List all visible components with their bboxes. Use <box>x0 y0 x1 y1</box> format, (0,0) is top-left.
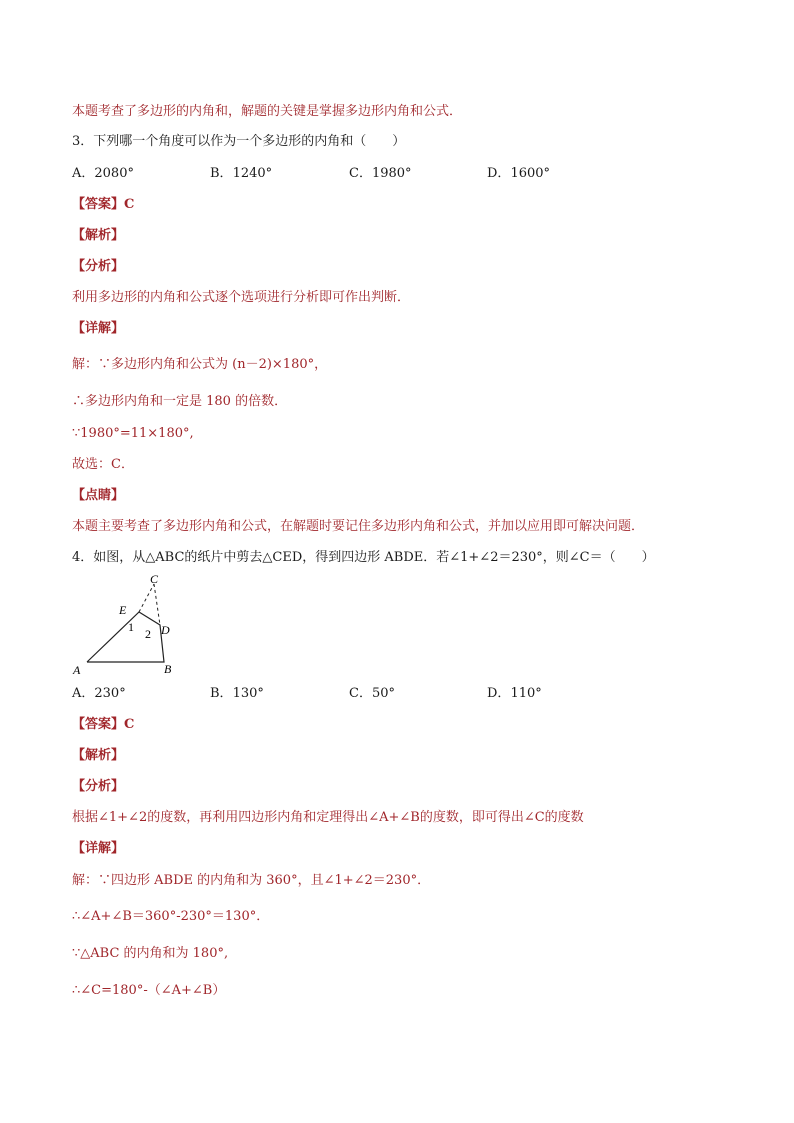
q3-fenxi-tag: 【分析】 <box>72 259 125 274</box>
q3-option-a: A．2080° <box>72 166 134 181</box>
label-angle-1: 1 <box>128 620 134 634</box>
label-angle-2: 2 <box>145 627 151 641</box>
q4-fenxi-text: 根据∠1+∠2的度数，再利用四边形内角和定理得出∠A+∠B的度数，即可得出∠C的度数 <box>72 810 584 825</box>
q3-fenxi-text: 利用多边形的内角和公式逐个选项进行分析即可作出判断． <box>72 290 411 305</box>
q4-option-b: B．130° <box>210 686 264 701</box>
label-e: E <box>119 603 127 617</box>
q4-step-4: ∴∠C=180°-（∠A+∠B） <box>72 983 226 998</box>
q4-xiangjie-tag: 【详解】 <box>72 841 125 856</box>
q3-dianjing-tag: 【点睛】 <box>72 488 125 503</box>
q4-geometry-figure <box>72 570 192 678</box>
triangle-figure <box>72 570 192 678</box>
q4-option-a: A．230° <box>72 686 126 701</box>
dashed-side-ec <box>139 584 154 612</box>
q3-xiangjie-tag: 【详解】 <box>72 321 125 336</box>
q3-answer-tag: 【答案】C <box>72 197 135 212</box>
q3-step-4: 故选：C． <box>72 457 134 472</box>
label-d: D <box>161 623 170 637</box>
q3-option-d: D．1600° <box>487 166 551 181</box>
q3-dianjing-text: 本题主要考查了多边形内角和公式，在解题时要记住多边形内角和公式，并加以应用即可解决问题． <box>72 519 645 534</box>
quadrilateral-abde <box>87 612 164 662</box>
q3-step-3: ∵1980°=11×180°, <box>72 426 194 441</box>
q3-stem: 3．下列哪一个角度可以作为一个多边形的内角和（ ） <box>72 134 406 149</box>
q3-jiexi-tag: 【解析】 <box>72 228 125 243</box>
q4-stem: 4．如图，从△ABC的纸片中剪去△CED，得到四边形 ABDE．若∠1+∠2＝230°，则∠C＝（ ） <box>72 550 655 565</box>
q4-step-1: 解：∵四边形 ABDE 的内角和为 360°，且∠1+∠2＝230°． <box>72 873 431 888</box>
q4-fenxi-tag: 【分析】 <box>72 779 125 794</box>
q2-summary: 本题考查了多边形的内角和，解题的关键是掌握多边形内角和公式． <box>72 104 463 119</box>
q4-option-c: C．50° <box>349 686 395 701</box>
q3-option-c: C．1980° <box>349 166 412 181</box>
dashed-side-cd <box>154 584 160 625</box>
q4-option-d: D．110° <box>487 686 542 701</box>
label-a: A <box>73 663 81 677</box>
q3-step-2: ∴多边形内角和一定是 180 的倍数． <box>72 394 288 409</box>
q3-step-1: 解：∵多边形内角和公式为 (n－2)×180°， <box>72 357 328 372</box>
q4-step-3: ∵△ABC 的内角和为 180°, <box>72 946 229 961</box>
label-c: C <box>150 572 159 586</box>
q4-jiexi-tag: 【解析】 <box>72 748 125 763</box>
q4-answer-tag: 【答案】C <box>72 717 135 732</box>
q4-step-2: ∴∠A+∠B＝360°-230°＝130°． <box>72 909 270 924</box>
label-b: B <box>164 662 172 676</box>
q3-option-b: B．1240° <box>210 166 273 181</box>
